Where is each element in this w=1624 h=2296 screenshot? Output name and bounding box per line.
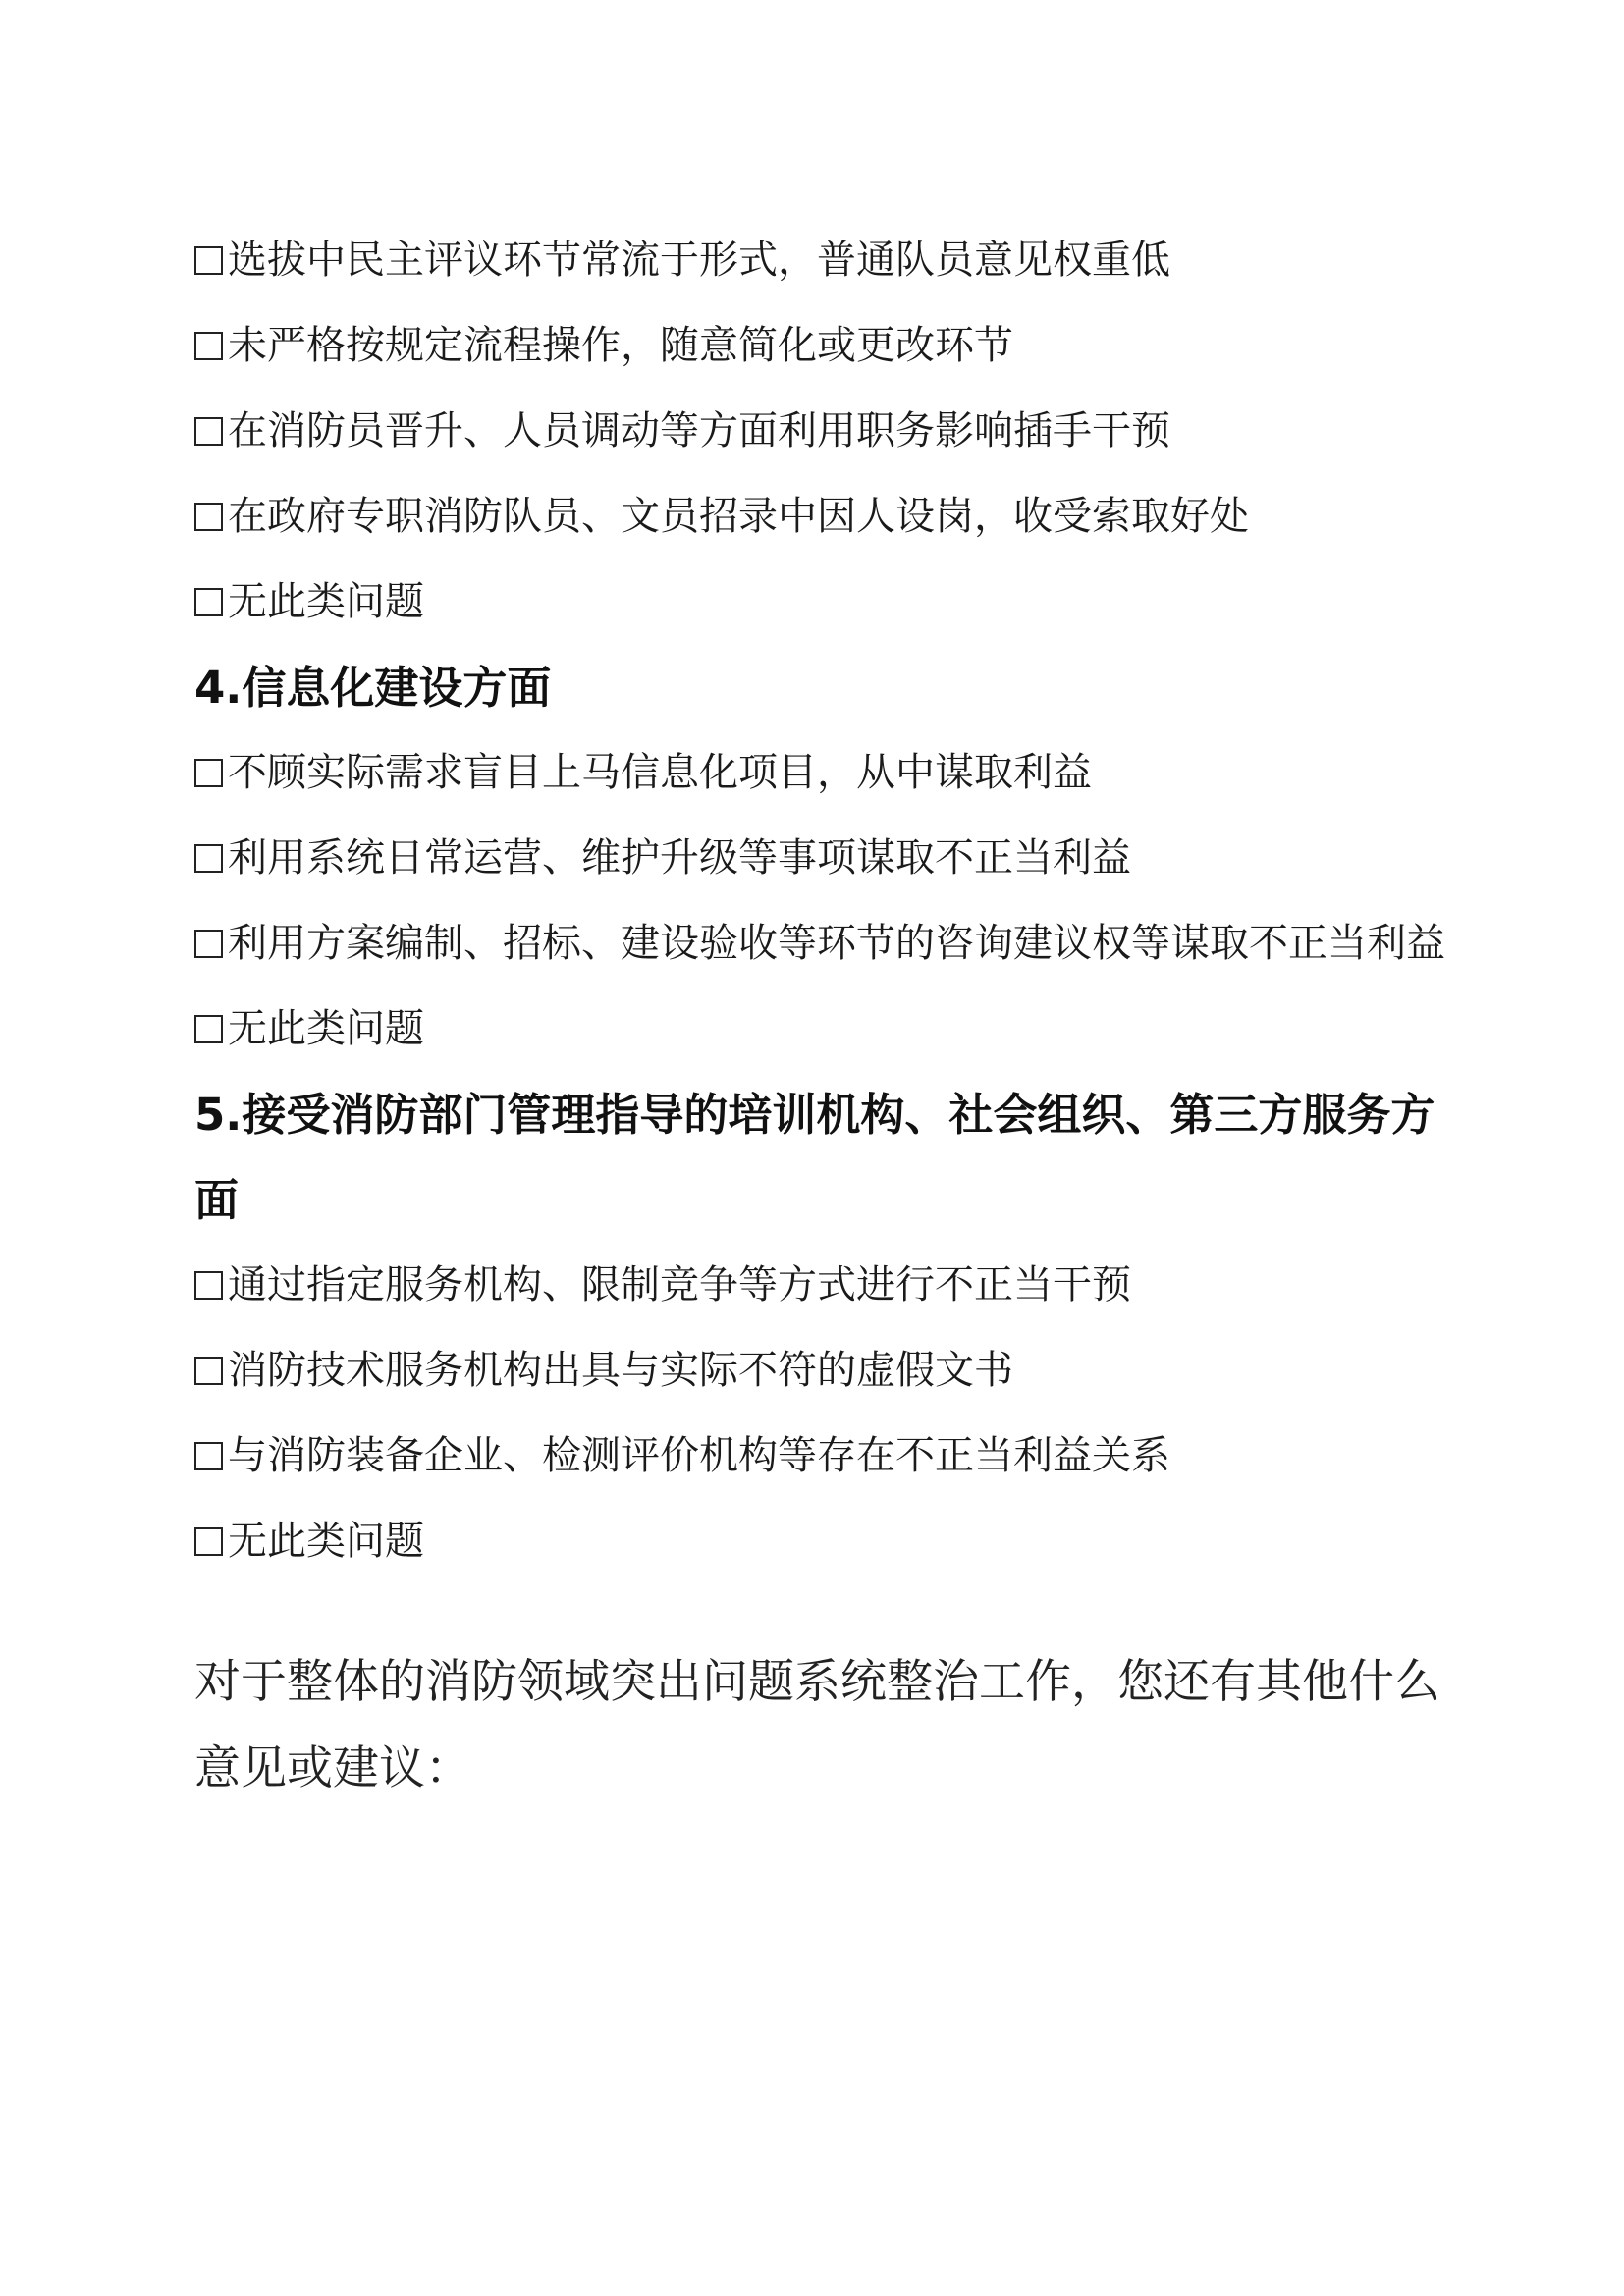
checkbox-icon[interactable] (194, 844, 223, 873)
section-5-heading: 5.接受消防部门管理指导的培训机构、社会组织、第三方服务方面 (194, 1089, 1435, 1226)
checkbox-option[interactable] (194, 303, 1471, 389)
section-4-heading: 4.信息化建设方面 (194, 662, 552, 714)
checkbox-option[interactable] (194, 730, 1471, 816)
checkbox-icon[interactable] (194, 246, 223, 275)
document-page (194, 218, 1471, 1812)
checkbox-option[interactable] (194, 474, 1471, 560)
section-5-options (194, 1243, 1471, 1584)
checkbox-icon[interactable] (194, 503, 223, 531)
option-label: 利用系统日常运营、维护升级等事项谋取不正当利益 (228, 835, 1131, 881)
checkbox-icon[interactable] (194, 930, 223, 958)
option-label: 通过指定服务机构、限制竞争等方式进行不正当干预 (228, 1262, 1131, 1308)
option-label: 利用方案编制、招标、建设验收等环节的咨询建议权等谋取不正当利益 (228, 921, 1445, 966)
section-4-options (194, 730, 1471, 1072)
option-label: 消防技术服务机构出具与实际不符的虚假文书 (228, 1348, 1013, 1393)
option-label: 无此类问题 (228, 1006, 424, 1051)
option-label: 不顾实际需求盲目上马信息化项目，从中谋取利益 (228, 750, 1092, 795)
checkbox-option[interactable] (194, 816, 1471, 901)
option-label: 在政府专职消防队员、文员招录中因人设岗，收受索取好处 (228, 494, 1249, 539)
checkbox-option[interactable] (194, 218, 1471, 303)
section-3-options (194, 218, 1471, 645)
checkbox-option[interactable] (194, 901, 1471, 987)
closing-question: 对于整体的消防领域突出问题系统整治工作，您还有其他什么意见或建议： (194, 1655, 1440, 1795)
option-label: 在消防员晋升、人员调动等方面利用职务影响插手干预 (228, 408, 1170, 454)
option-label: 与消防装备企业、检测评价机构等存在不正当利益关系 (228, 1433, 1170, 1478)
checkbox-icon[interactable] (194, 1442, 223, 1470)
checkbox-icon[interactable] (194, 588, 223, 616)
checkbox-option[interactable] (194, 1414, 1471, 1499)
checkbox-icon[interactable] (194, 759, 223, 787)
checkbox-icon[interactable] (194, 332, 223, 360)
checkbox-option[interactable] (194, 1499, 1471, 1584)
checkbox-option[interactable] (194, 560, 1471, 645)
option-label: 无此类问题 (228, 1519, 424, 1564)
checkbox-icon[interactable] (194, 1527, 223, 1556)
checkbox-option[interactable] (194, 987, 1471, 1072)
checkbox-icon[interactable] (194, 1357, 223, 1385)
checkbox-option[interactable] (194, 389, 1471, 474)
option-label: 未严格按规定流程操作，随意简化或更改环节 (228, 323, 1013, 368)
checkbox-option[interactable] (194, 1328, 1471, 1414)
option-label: 选拔中民主评议环节常流于形式，普通队员意见权重低 (228, 238, 1170, 283)
checkbox-icon[interactable] (194, 1271, 223, 1300)
checkbox-icon[interactable] (194, 417, 223, 446)
checkbox-option[interactable] (194, 1243, 1471, 1328)
checkbox-icon[interactable] (194, 1015, 223, 1043)
option-label: 无此类问题 (228, 579, 424, 624)
